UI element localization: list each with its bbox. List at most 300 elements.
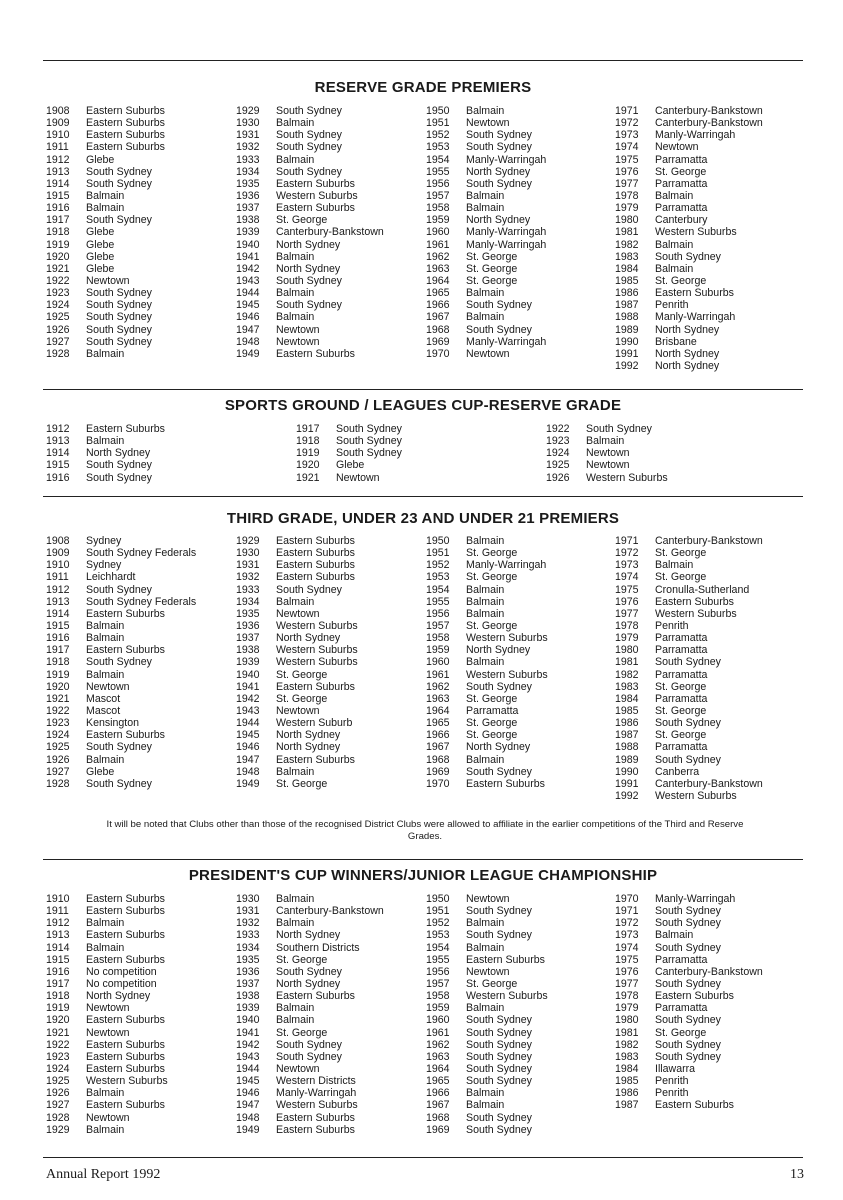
club-name: Balmain: [86, 632, 125, 645]
winner-row: [43, 608, 196, 620]
club-name: Parramatta: [655, 668, 708, 681]
year: 1912: [46, 583, 70, 596]
club-name: Balmain: [655, 262, 694, 275]
winner-row: [233, 1087, 384, 1099]
club-name: St. George: [276, 214, 328, 227]
club-name: South Sydney Federals: [86, 547, 197, 560]
year: 1919: [46, 668, 70, 681]
club-name: Eastern Suburbs: [276, 347, 355, 360]
year: 1945: [236, 729, 260, 742]
winner-row: [43, 1124, 168, 1136]
club-name: Western Suburbs: [276, 644, 358, 657]
club-name: South Sydney: [276, 165, 342, 178]
year: 1990: [615, 335, 639, 348]
club-name: St. George: [466, 692, 518, 705]
year: 1963: [426, 262, 450, 275]
winner-row: [423, 1087, 548, 1099]
winner-row: [233, 978, 384, 990]
year: 1934: [236, 595, 260, 608]
winner-row: [612, 766, 763, 778]
club-name: Glebe: [86, 153, 115, 166]
page-number: 13: [790, 1167, 804, 1182]
year: 1916: [46, 202, 70, 215]
club-name: Balmain: [86, 435, 125, 448]
year: 1955: [426, 595, 450, 608]
year: 1965: [426, 1075, 450, 1088]
year: 1921: [46, 692, 70, 705]
winner-row: [43, 669, 196, 681]
club-name: South Sydney: [86, 741, 152, 754]
winner-row: [423, 105, 546, 117]
club-name: Parramatta: [655, 1002, 708, 1015]
club-name: Newtown: [276, 607, 320, 620]
club-name: North Sydney: [276, 262, 341, 275]
winner-row: [423, 754, 548, 766]
year: 1922: [46, 704, 70, 717]
winner-row: [43, 129, 165, 141]
club-name: South Sydney: [276, 299, 342, 312]
year: 1949: [236, 777, 260, 790]
winner-row: [612, 729, 763, 741]
winner-row: [612, 778, 763, 790]
year: 1939: [236, 656, 260, 669]
year: 1917: [46, 644, 70, 657]
winner-row: [233, 717, 358, 729]
winner-row: [543, 435, 668, 447]
winner-row: [423, 571, 548, 583]
year: 1990: [615, 765, 639, 778]
winner-row: [612, 239, 763, 251]
club-name: South Sydney: [655, 905, 721, 918]
club-name: South Sydney: [655, 1038, 721, 1051]
winner-row: [233, 1002, 384, 1014]
club-name: Eastern Suburbs: [86, 1099, 165, 1112]
club-name: Penrith: [655, 1087, 689, 1100]
club-name: Sydney: [86, 535, 122, 547]
winner-row: [612, 978, 763, 990]
club-name: South Sydney: [466, 1038, 532, 1051]
club-name: Glebe: [86, 238, 115, 251]
club-name: South Sydney: [466, 1075, 532, 1088]
year: 1931: [236, 905, 260, 918]
winner-row: [43, 741, 196, 753]
year: 1957: [426, 189, 450, 202]
winner-row: [612, 348, 763, 360]
year: 1920: [296, 459, 320, 472]
winner-row: [423, 287, 546, 299]
club-name: Balmain: [466, 583, 505, 596]
winner-row: [43, 459, 165, 471]
winner-row: [293, 435, 402, 447]
year: 1947: [236, 1099, 260, 1112]
club-name: Balmain: [655, 929, 694, 942]
winner-row: [612, 251, 763, 263]
winner-row: [293, 459, 402, 471]
club-name: Manly-Warringah: [655, 893, 736, 905]
year: 1976: [615, 595, 639, 608]
club-name: North Sydney: [276, 238, 341, 251]
winner-row: [612, 117, 763, 129]
winner-row: [423, 251, 546, 263]
winner-row: [612, 741, 763, 753]
club-name: Eastern Suburbs: [276, 202, 355, 215]
year: 1939: [236, 1002, 260, 1015]
year: 1964: [426, 704, 450, 717]
club-name: South Sydney: [86, 471, 152, 484]
club-name: South Sydney: [276, 1050, 342, 1063]
year: 1988: [615, 311, 639, 324]
club-name: Eastern Suburbs: [276, 753, 355, 766]
winner-row: [233, 905, 384, 917]
club-name: Balmain: [466, 917, 505, 930]
winner-row: [233, 1039, 384, 1051]
club-name: North Sydney: [86, 447, 151, 460]
winner-row: [612, 226, 763, 238]
winner-row: [612, 275, 763, 287]
year: 1910: [46, 559, 70, 572]
club-name: North Sydney: [655, 359, 720, 372]
year: 1975: [615, 153, 639, 166]
winner-row: [423, 966, 548, 978]
club-name: Parramatta: [655, 177, 708, 190]
year: 1981: [615, 1026, 639, 1039]
winner-row: [43, 754, 196, 766]
club-name: St. George: [276, 1026, 328, 1039]
club-name: Newtown: [336, 471, 380, 484]
year: 1942: [236, 262, 260, 275]
winner-row: [233, 705, 358, 717]
club-name: St. George: [466, 547, 518, 560]
winner-row: [612, 596, 763, 608]
year: 1911: [46, 905, 69, 918]
year: 1987: [615, 729, 639, 742]
club-name: Canterbury-Bankstown: [276, 226, 384, 239]
year: 1942: [236, 1038, 260, 1051]
year: 1959: [426, 644, 450, 657]
club-name: Eastern Suburbs: [276, 990, 355, 1003]
club-name: Western Suburbs: [86, 1075, 168, 1088]
winner-row: [233, 571, 358, 583]
club-name: St. George: [655, 1026, 707, 1039]
winner-row: [612, 1087, 763, 1099]
club-name: South Sydney: [655, 941, 721, 954]
year: 1976: [615, 165, 639, 178]
club-name: Manly-Warringah: [466, 226, 547, 239]
year: 1961: [426, 1026, 450, 1039]
club-name: Canterbury-Bankstown: [655, 117, 763, 130]
winner-row: [233, 202, 384, 214]
club-name: Newtown: [86, 1002, 130, 1015]
year: 1913: [46, 595, 70, 608]
club-name: St. George: [655, 274, 707, 287]
year: 1945: [236, 1075, 260, 1088]
year: 1920: [46, 680, 70, 693]
winner-row: [612, 1014, 763, 1026]
club-name: South Sydney: [466, 129, 532, 142]
year: 1915: [46, 459, 70, 472]
winner-row: [233, 766, 358, 778]
club-name: Manly-Warringah: [466, 153, 547, 166]
club-name: South Sydney: [466, 323, 532, 336]
club-name: Penrith: [655, 1075, 689, 1088]
year: 1911: [46, 141, 69, 154]
year: 1938: [236, 214, 260, 227]
year: 1936: [236, 189, 260, 202]
winner-row: [423, 166, 546, 178]
winner-row: [233, 954, 384, 966]
year: 1970: [426, 347, 450, 360]
year: 1973: [615, 929, 639, 942]
club-name: Balmain: [86, 202, 125, 215]
winner-row: [423, 990, 548, 1002]
club-name: South Sydney: [655, 1050, 721, 1063]
club-name: North Sydney: [276, 729, 341, 742]
winner-row: [423, 717, 548, 729]
winner-row: [233, 1112, 384, 1124]
winner-row: [233, 1099, 384, 1111]
winner-row: [423, 978, 548, 990]
winner-row: [43, 1087, 168, 1099]
winner-row: [233, 214, 384, 226]
year: 1956: [426, 607, 450, 620]
winner-row: [423, 778, 548, 790]
divider-rule: [43, 389, 803, 390]
club-name: St. George: [466, 571, 518, 584]
club-name: Brisbane: [655, 335, 697, 348]
club-name: Balmain: [466, 1099, 505, 1112]
year: 1951: [426, 547, 450, 560]
year: 1912: [46, 153, 70, 166]
year: 1908: [46, 535, 70, 547]
year: 1948: [236, 335, 260, 348]
year: 1973: [615, 559, 639, 572]
club-name: North Sydney: [466, 644, 531, 657]
club-name: Western Suburbs: [586, 471, 668, 484]
year: 1985: [615, 274, 639, 287]
year: 1972: [615, 117, 639, 130]
winner-row: [233, 117, 384, 129]
winner-row: [423, 669, 548, 681]
winner-row: [233, 263, 384, 275]
year: 1913: [46, 165, 70, 178]
club-name: Balmain: [86, 1123, 125, 1136]
club-name: North Sydney: [276, 741, 341, 754]
year: 1942: [236, 692, 260, 705]
year: 1934: [236, 165, 260, 178]
winner-row: [233, 754, 358, 766]
club-name: Eastern Suburbs: [276, 1123, 355, 1136]
club-name: South Sydney: [466, 765, 532, 778]
club-name: North Sydney: [276, 929, 341, 942]
club-name: Balmain: [466, 202, 505, 215]
club-name: Newtown: [86, 274, 130, 287]
club-name: South Sydney: [466, 299, 532, 312]
winner-row: [612, 656, 763, 668]
winner-row: [612, 905, 763, 917]
year: 1961: [426, 238, 450, 251]
club-name: Balmain: [466, 105, 505, 117]
year: 1965: [426, 287, 450, 300]
year: 1991: [615, 777, 639, 790]
winner-row: [423, 129, 546, 141]
club-name: Eastern Suburbs: [276, 680, 355, 693]
year: 1967: [426, 741, 450, 754]
club-name: Eastern Suburbs: [86, 1038, 165, 1051]
club-name: South Sydney: [655, 977, 721, 990]
club-name: Newtown: [86, 1111, 130, 1124]
club-name: South Sydney: [466, 177, 532, 190]
club-name: Balmain: [86, 753, 125, 766]
club-name: Balmain: [86, 668, 125, 681]
winner-row: [43, 117, 165, 129]
winner-row: [233, 644, 358, 656]
winner-row: [423, 214, 546, 226]
year: 1963: [426, 1050, 450, 1063]
winner-row: [612, 336, 763, 348]
club-name: Parramatta: [655, 632, 708, 645]
year: 1912: [46, 917, 70, 930]
winner-row: [293, 423, 402, 435]
club-name: South Sydney: [655, 656, 721, 669]
winner-row: [43, 644, 196, 656]
year: 1950: [426, 893, 450, 905]
winner-row: [423, 917, 548, 929]
winner-row: [43, 348, 165, 360]
year: 1960: [426, 226, 450, 239]
club-name: Eastern Suburbs: [466, 953, 545, 966]
year: 1925: [46, 741, 70, 754]
club-name: Balmain: [466, 1002, 505, 1015]
winner-row: [423, 263, 546, 275]
club-name: South Sydney: [276, 583, 342, 596]
club-name: Balmain: [276, 287, 315, 300]
year: 1958: [426, 202, 450, 215]
year: 1958: [426, 632, 450, 645]
winner-row: [233, 942, 384, 954]
year: 1923: [46, 287, 70, 300]
winner-row: [423, 275, 546, 287]
winner-row: [43, 275, 165, 287]
winner-row: [423, 942, 548, 954]
year: 1967: [426, 311, 450, 324]
premiers-column: [43, 535, 196, 790]
year: 1931: [236, 129, 260, 142]
year: 1925: [46, 311, 70, 324]
club-name: St. George: [466, 262, 518, 275]
club-name: St. George: [276, 692, 328, 705]
winner-row: [612, 324, 763, 336]
year: 1947: [236, 323, 260, 336]
year: 1968: [426, 1111, 450, 1124]
year: 1978: [615, 990, 639, 1003]
year: 1941: [236, 250, 260, 263]
club-name: St. George: [466, 729, 518, 742]
winner-row: [423, 178, 546, 190]
club-name: South Sydney: [655, 917, 721, 930]
year: 1950: [426, 535, 450, 547]
winner-row: [423, 596, 548, 608]
winner-row: [612, 1099, 763, 1111]
year: 1955: [426, 953, 450, 966]
winner-row: [43, 190, 165, 202]
divider-rule: [43, 60, 803, 61]
winner-row: [423, 117, 546, 129]
year: 1959: [426, 1002, 450, 1015]
year: 1955: [426, 165, 450, 178]
winner-row: [233, 226, 384, 238]
club-name: Western Suburbs: [276, 619, 358, 632]
year: 1916: [46, 965, 70, 978]
year: 1962: [426, 680, 450, 693]
winner-row: [423, 535, 548, 547]
winner-row: [423, 547, 548, 559]
year: 1982: [615, 238, 639, 251]
winner-row: [43, 166, 165, 178]
club-name: Balmain: [86, 189, 125, 202]
club-name: North Sydney: [655, 347, 720, 360]
year: 1927: [46, 335, 70, 348]
winner-row: [423, 1039, 548, 1051]
club-name: South Sydney: [276, 274, 342, 287]
year: 1949: [236, 347, 260, 360]
winner-row: [233, 1124, 384, 1136]
club-name: Parramatta: [466, 704, 519, 717]
winner-row: [43, 905, 168, 917]
winner-row: [43, 311, 165, 323]
club-name: Canterbury-Bankstown: [655, 777, 763, 790]
club-name: Eastern Suburbs: [655, 595, 734, 608]
winner-row: [43, 778, 196, 790]
year: 1917: [296, 423, 320, 435]
club-name: Manly-Warringah: [466, 559, 547, 572]
winner-row: [43, 596, 196, 608]
club-name: Glebe: [336, 459, 365, 472]
club-name: Eastern Suburbs: [86, 105, 165, 117]
year: 1954: [426, 583, 450, 596]
club-name: Newtown: [86, 1026, 130, 1039]
year: 1910: [46, 129, 70, 142]
club-name: Balmain: [86, 917, 125, 930]
winner-row: [43, 942, 168, 954]
club-name: Western Districts: [276, 1075, 356, 1088]
club-name: Balmain: [466, 287, 505, 300]
year: 1965: [426, 717, 450, 730]
winner-row: [423, 693, 548, 705]
club-name: South Sydney: [466, 1050, 532, 1063]
premiers-column: [43, 893, 168, 1136]
year: 1947: [236, 753, 260, 766]
year: 1978: [615, 189, 639, 202]
year: 1974: [615, 141, 639, 154]
footnote-line: It will be noted that Clubs other than those of the recognised District Clubs were allowed to affiliate in the earlier competitions of the Third and Reserve: [106, 819, 744, 830]
year: 1933: [236, 583, 260, 596]
premiers-column: [43, 105, 165, 360]
year: 1919: [46, 1002, 70, 1015]
winner-row: [233, 1063, 384, 1075]
club-name: Balmain: [276, 893, 315, 905]
club-name: South Sydney: [466, 905, 532, 918]
year: 1977: [615, 607, 639, 620]
club-name: South Sydney: [276, 1038, 342, 1051]
club-name: Penrith: [655, 299, 689, 312]
winner-row: [612, 608, 763, 620]
club-name: St. George: [466, 717, 518, 730]
club-name: South Sydney: [86, 583, 152, 596]
premiers-column: [233, 535, 358, 790]
club-name: South Sydney: [655, 753, 721, 766]
year: 1969: [426, 1123, 450, 1136]
winner-row: [233, 1075, 384, 1087]
